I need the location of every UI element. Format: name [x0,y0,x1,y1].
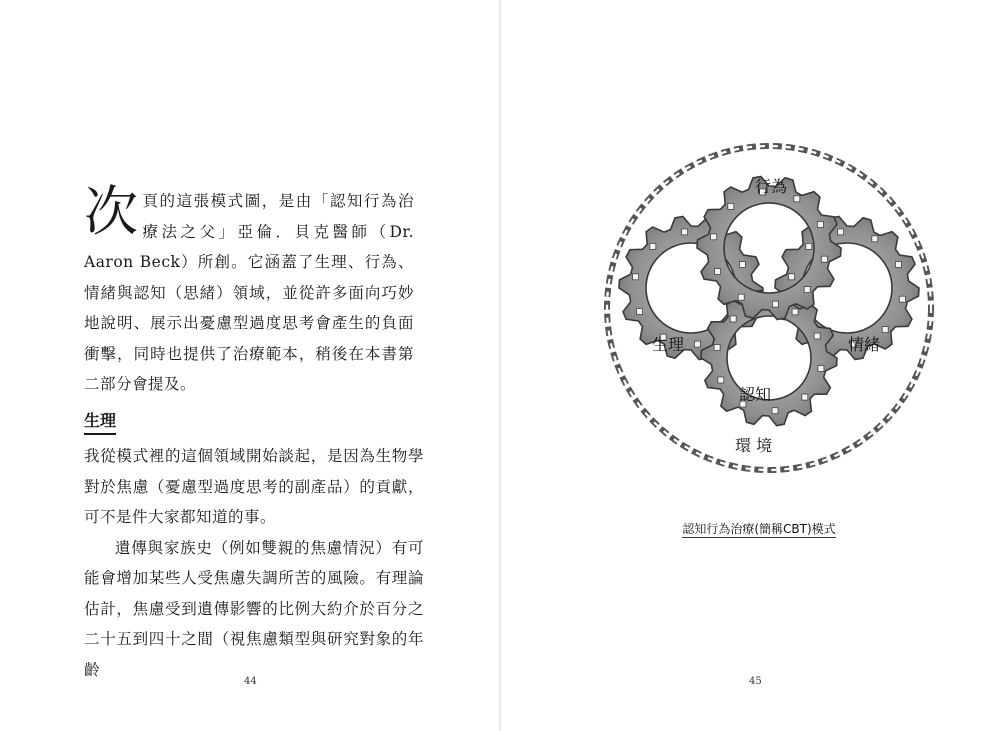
gear-hole [792,309,798,315]
figure-caption [629,520,889,537]
gear-hole [633,274,639,280]
gear-hole [818,366,824,372]
gear-hole [650,243,656,249]
left-page [0,0,499,731]
gear-hole [899,296,905,302]
gear-hole [789,274,795,280]
gear-hole [637,309,643,315]
cbt-model-figure [599,138,939,478]
section-heading: 生理 [84,408,116,435]
gear-hole [772,408,778,414]
gear-hole [821,256,827,262]
gear-hole [817,222,823,228]
gear-hole [730,316,736,322]
gear-hole [715,269,721,275]
intro-paragraph [84,180,414,400]
drop-cap: 次 [84,180,139,243]
gear-hole [718,377,724,383]
gear-hole [772,301,778,307]
right-page [501,0,1000,731]
page-number-left: 44 [244,676,257,687]
cbt-model-illustration [599,138,939,478]
gear-hole [738,294,744,300]
body-paragraph-1: 我從模式裡的這個領域開始談起，是因為生物學對於焦慮（憂慮型過度思考的副產品）的貢獻，可不是件大家都知道的事。 [84,447,424,526]
label-environment: 環 境 [735,436,773,455]
gear-hole [739,262,745,268]
caption-text: 認知行為治療(簡稱CBT)模式 [682,522,836,536]
label-emotion: 情緒 [848,335,881,354]
intro-text: 頁的這張模式圖，是由「認知行為治療法之父」亞倫．貝克醫師（Dr. Aaron Beck）所創。它涵蓋了生理、行為、情緒與認知（思緒）領域，並從許多面向巧妙地說明、展示出憂慮型過度思考會產生的負面衝擊，同時也提供了治療範本，稍後在本書第二部分會提及。 [84,192,414,393]
gear-hole [806,243,812,249]
gear-hole [814,333,820,339]
gear-hole [872,236,878,242]
label-physiology: 生理 [652,335,685,354]
gear-hole [682,229,688,235]
page-number-right: 45 [749,676,762,687]
label-cognition: 認知 [739,385,772,404]
physiology-section [84,408,424,685]
gear-hole [895,262,901,268]
gear-hole [714,345,720,351]
gear-behavior [697,177,841,320]
body-paragraph-2: 遺傳與家族史（例如雙親的焦慮情況）有可能會增加某些人受焦慮失調所苦的風險。有理論估計，焦慮受到遺傳影響的比例大約介於百分之二十五到四十之間（視焦慮類型與研究對象的年齡 [84,538,424,679]
gear-hole [694,341,700,347]
label-behavior: 行為 [755,177,788,196]
gear-hole [804,287,810,293]
gear-hole [802,394,808,400]
gear-hole [711,234,717,240]
gear-hole [838,229,844,235]
gear-hole [882,327,888,333]
gear-hole [794,196,800,202]
gear-hole [728,203,734,209]
